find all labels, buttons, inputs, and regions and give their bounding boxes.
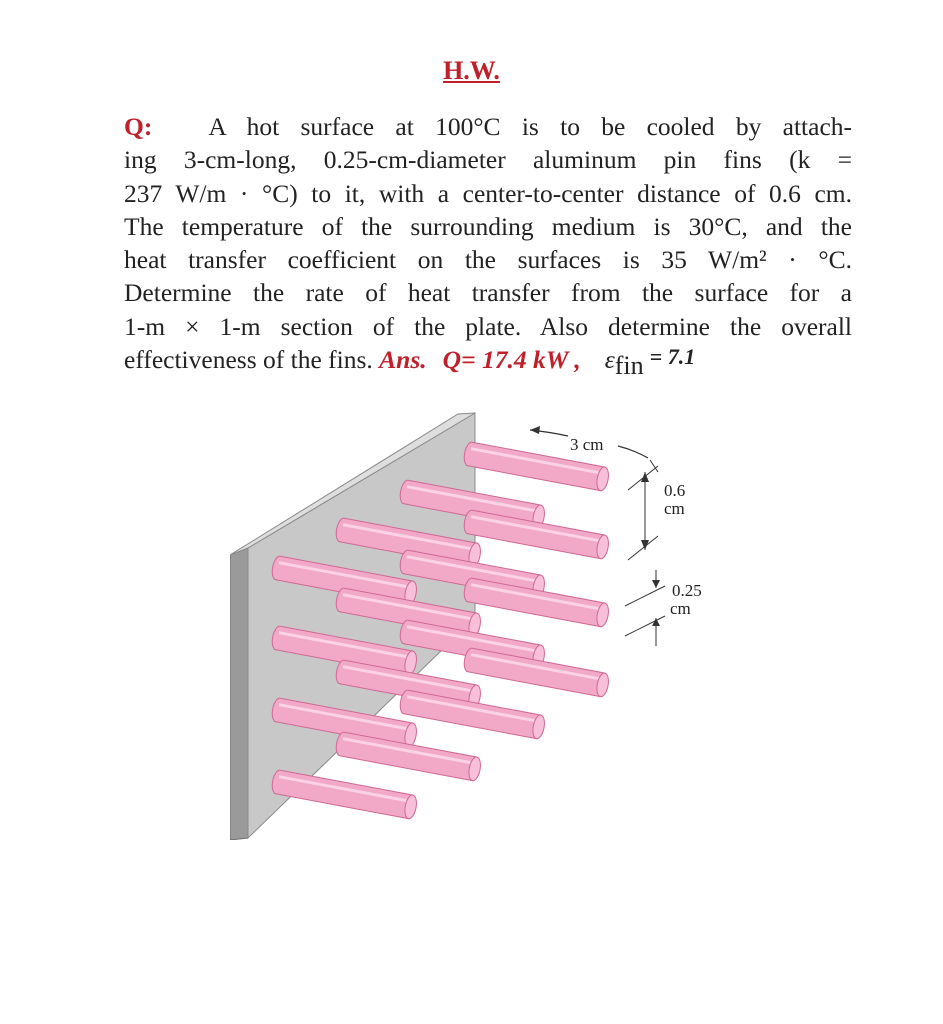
answer-label: Ans. (379, 345, 427, 375)
pin-fin-figure (230, 410, 730, 840)
answer (379, 345, 581, 374)
diameter-dimension (625, 570, 702, 646)
problem-line-4: The temperature of the surrounding medium is 30°C, and the (124, 211, 852, 241)
problem-line-1 (124, 110, 852, 143)
epsilon-symbol: ε (604, 345, 615, 375)
epsilon-subscript: fin (614, 351, 644, 381)
hw-heading: H.W. (443, 56, 500, 85)
spacing-unit-label: cm (664, 499, 685, 518)
problem-line-1-text: A hot surface at 100°C is to be cooled by attach- (208, 112, 852, 141)
question-label: Q: (124, 112, 153, 141)
problem-line-2: ing 3-cm-long, 0.25-cm-diameter aluminum pin fins (k = (124, 145, 852, 175)
diameter-value-label: 0.25 (672, 581, 702, 600)
problem-line-5: heat transfer coefficient on the surfaces is 35 W/m² · °C. (124, 245, 852, 275)
problem-line-8 (124, 343, 852, 381)
diameter-unit-label: cm (670, 599, 691, 618)
problem-line-7: 1-m × 1-m section of the plate. Also determine the overall (124, 311, 852, 341)
plate-edge (230, 548, 248, 840)
spacing-value-label: 0.6 (664, 481, 686, 500)
epsilon-value: = 7.1 (649, 344, 696, 370)
answer-q-value: Q= 17.4 kW , (442, 345, 581, 375)
problem-line-3: 237 W/m · °C) to it, with a center-to-center distance of 0.6 cm. (124, 178, 852, 208)
length-label: 3 cm (570, 435, 604, 454)
pin-fin (272, 770, 418, 820)
problem-line-6: Determine the rate of heat transfer from the surface for a (124, 278, 852, 308)
problem-statement (124, 110, 852, 381)
spacing-dimension (628, 466, 685, 560)
problem-line-8-text: effectiveness of the fins. (124, 345, 373, 375)
